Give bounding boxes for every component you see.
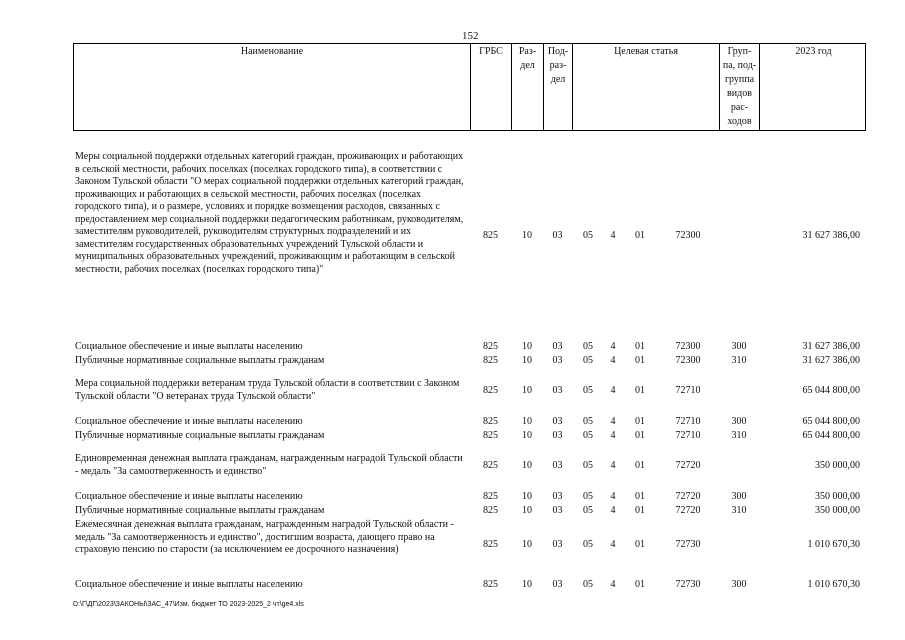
row-name: Публичные нормативные социальные выплаты гражданам [75, 505, 325, 516]
cell-t1: 05 [583, 416, 593, 427]
header-group: Груп- па, под- группа видов рас- ходов [720, 44, 760, 130]
cell-grbs: 825 [483, 539, 498, 550]
cell-amount: 1 010 670,30 [807, 539, 860, 550]
row-name: Ежемесячная денежная выплата гражданам, награжденным наградой Тульской области - медаль "За самоотверженность и единство", достигшим возраста, дающего право на страховую пенсию по старости (за исключением ее досрочного назначения) [75, 519, 454, 555]
table-row [73, 491, 866, 503]
cell-vr: 300 [731, 341, 747, 352]
table-header [73, 43, 866, 131]
cell-t4: 72300 [675, 230, 701, 241]
cell-t4: 72300 [675, 355, 701, 366]
cell-prz: 03 [552, 539, 563, 550]
cell-t2: 4 [610, 355, 616, 366]
cell-grbs: 825 [483, 460, 498, 471]
header-name: Наименование [74, 44, 471, 130]
cell-prz: 03 [552, 355, 563, 366]
file-path-footer: D:\Г\ДГ\2023\ЗАКОНЫ\ЗАС_47\Изм. бюджет ТО 2023-2025_2 чт\ge4.xls [73, 601, 304, 608]
cell-t4: 72300 [675, 341, 701, 352]
cell-t2: 4 [610, 430, 616, 441]
cell-rz: 10 [522, 579, 532, 590]
row-name: Социальное обеспечение и иные выплаты населению [75, 579, 303, 590]
table-row [73, 579, 866, 591]
cell-grbs: 825 [483, 505, 498, 516]
cell-grbs: 825 [483, 416, 498, 427]
cell-t3: 01 [635, 505, 645, 516]
row-name: Мера социальной поддержки ветеранам труда Тульской области в соответствии с Законом Тульской области "О ветеранах труда Тульской области" [75, 378, 460, 402]
header-razdel: Раз- дел [512, 44, 544, 130]
row-name: Социальное обеспечение и иные выплаты населению [75, 416, 303, 427]
cell-t1: 05 [583, 341, 593, 352]
cell-amount: 31 627 386,00 [802, 355, 860, 366]
cell-vr: 300 [731, 579, 747, 590]
cell-t2: 4 [610, 491, 616, 502]
cell-t3: 01 [635, 491, 645, 502]
cell-t4: 72710 [675, 385, 701, 396]
cell-grbs: 825 [483, 230, 498, 241]
cell-t2: 4 [610, 341, 616, 352]
table-row [73, 378, 866, 404]
cell-rz: 10 [522, 230, 532, 241]
cell-grbs: 825 [483, 355, 498, 366]
cell-vr: 310 [731, 430, 747, 441]
cell-t1: 05 [583, 385, 593, 396]
cell-vr: 310 [731, 355, 747, 366]
row-name: Социальное обеспечение и иные выплаты населению [75, 491, 303, 502]
cell-t3: 01 [635, 416, 645, 427]
cell-t2: 4 [610, 505, 616, 516]
cell-amount: 350 000,00 [815, 460, 860, 471]
cell-amount: 350 000,00 [815, 505, 860, 516]
row-name: Публичные нормативные социальные выплаты гражданам [75, 430, 325, 441]
table-row [73, 453, 866, 479]
header-year: 2023 год [795, 46, 832, 57]
cell-amount: 1 010 670,30 [807, 579, 860, 590]
cell-t1: 05 [583, 491, 593, 502]
cell-t2: 4 [610, 539, 616, 550]
cell-t4: 72730 [675, 539, 701, 550]
cell-grbs: 825 [483, 341, 498, 352]
cell-t2: 4 [610, 385, 616, 396]
cell-grbs: 825 [483, 430, 498, 441]
header-podrazdel: Под- раз- дел [544, 44, 573, 130]
cell-rz: 10 [522, 385, 532, 396]
cell-prz: 03 [552, 416, 563, 427]
cell-t4: 72720 [675, 491, 701, 502]
cell-t1: 05 [583, 460, 593, 471]
cell-rz: 10 [522, 505, 532, 516]
row-name: Меры социальной поддержки отдельных категорий граждан, проживающих и работающих в сельской местности, рабочих поселках (поселках городского типа), в соответствии с Законом Тульской области "О мерах социальной поддержки отдельных категорий граждан, проживающих и работающих в сельской местности, рабочих поселках (поселках городского типа), и о размере, условиях и порядке возмещения расходов, связанных с предоставлением мер социальной поддержки педагогическим работникам, руководителям, заместителям руководителей, руководителям структурных подразделений и их заместителям государственных образовательных учреждений Тульской области и муниципальных образовательных учреждений, проживающим и работающим в сельской местности, рабочих поселках (поселках городского типа)" [75, 151, 464, 275]
cell-amount: 65 044 800,00 [802, 430, 860, 441]
cell-rz: 10 [522, 491, 532, 502]
cell-prz: 03 [552, 505, 563, 516]
table-row [73, 341, 866, 353]
cell-t1: 05 [583, 430, 593, 441]
cell-amount: 350 000,00 [815, 491, 860, 502]
cell-rz: 10 [522, 460, 532, 471]
table-row [73, 505, 866, 517]
cell-t1: 05 [583, 505, 593, 516]
cell-t3: 01 [635, 355, 645, 366]
cell-rz: 10 [522, 355, 532, 366]
cell-t1: 05 [583, 355, 593, 366]
cell-t3: 01 [635, 341, 645, 352]
cell-t4: 72730 [675, 579, 701, 590]
cell-amount: 31 627 386,00 [802, 230, 860, 241]
cell-t2: 4 [610, 230, 616, 241]
header-target: Целевая статья [573, 44, 720, 130]
cell-rz: 10 [522, 416, 532, 427]
table-row [73, 151, 866, 321]
cell-t1: 05 [583, 539, 593, 550]
table-row [73, 355, 866, 367]
cell-grbs: 825 [483, 579, 498, 590]
cell-t2: 4 [610, 460, 616, 471]
cell-t3: 01 [635, 230, 645, 241]
cell-t3: 01 [635, 539, 645, 550]
cell-rz: 10 [522, 341, 532, 352]
cell-t3: 01 [635, 385, 645, 396]
cell-t4: 72720 [675, 505, 701, 516]
cell-vr: 310 [731, 505, 747, 516]
page-number: 152 [462, 30, 479, 42]
cell-prz: 03 [552, 430, 563, 441]
table-row [73, 430, 866, 442]
row-name: Социальное обеспечение и иные выплаты населению [75, 341, 303, 352]
cell-t4: 72710 [675, 430, 701, 441]
table-row [73, 416, 866, 428]
cell-vr: 300 [731, 416, 747, 427]
cell-prz: 03 [552, 385, 563, 396]
cell-t3: 01 [635, 430, 645, 441]
cell-t1: 05 [583, 230, 593, 241]
table-row [73, 519, 866, 571]
cell-amount: 65 044 800,00 [802, 416, 860, 427]
cell-grbs: 825 [483, 385, 498, 396]
cell-prz: 03 [552, 341, 563, 352]
cell-t3: 01 [635, 579, 645, 590]
row-name: Единовременная денежная выплата гражданам, награжденным наградой Тульской области - медаль "За самоотверженность и единство" [75, 453, 463, 477]
cell-rz: 10 [522, 430, 532, 441]
cell-grbs: 825 [483, 491, 498, 502]
row-name: Публичные нормативные социальные выплаты гражданам [75, 355, 325, 366]
cell-prz: 03 [552, 579, 563, 590]
cell-prz: 03 [552, 230, 563, 241]
cell-vr: 300 [731, 491, 747, 502]
cell-t4: 72710 [675, 416, 701, 427]
cell-t1: 05 [583, 579, 593, 590]
cell-prz: 03 [552, 491, 563, 502]
cell-t4: 72720 [675, 460, 701, 471]
cell-rz: 10 [522, 539, 532, 550]
cell-prz: 03 [552, 460, 563, 471]
cell-amount: 31 627 386,00 [802, 341, 860, 352]
header-grbs: ГРБС [471, 44, 512, 130]
cell-t2: 4 [610, 416, 616, 427]
cell-t2: 4 [610, 579, 616, 590]
cell-amount: 65 044 800,00 [802, 385, 860, 396]
cell-t3: 01 [635, 460, 645, 471]
